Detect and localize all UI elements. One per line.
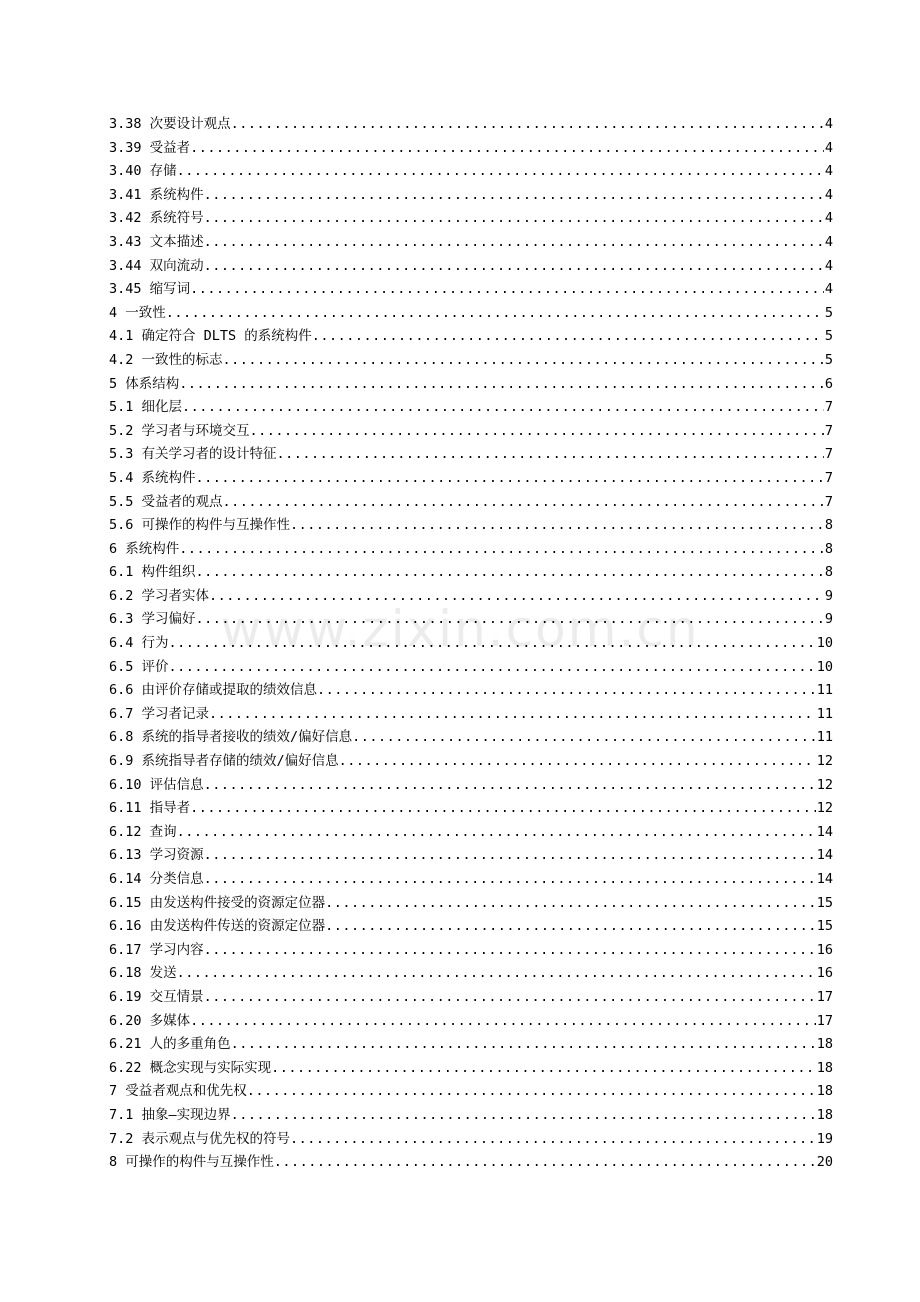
toc-entry-page-number: 9 [824, 611, 833, 628]
toc-dot-leader [166, 302, 824, 326]
toc-entry-page-number: 4 [824, 139, 833, 156]
toc-entry[interactable] [109, 939, 833, 963]
toc-dot-leader [169, 632, 816, 656]
toc-dot-leader [209, 703, 816, 727]
toc-dot-leader [250, 420, 824, 444]
toc-entry-page-number: 19 [816, 1130, 833, 1147]
toc-entry[interactable] [109, 278, 833, 302]
toc-dot-leader [190, 797, 816, 821]
toc-entry-page-number: 4 [824, 281, 833, 298]
toc-entry-title: 5.5 受益者的观点 [109, 493, 223, 510]
toc-entry-title: 6.11 指导者 [109, 800, 191, 817]
toc-entry-title: 5.2 学习者与环境交互 [109, 422, 250, 439]
toc-dot-leader [169, 656, 816, 680]
toc-dot-leader [182, 396, 824, 420]
toc-dot-leader [231, 113, 824, 137]
toc-entry[interactable] [109, 632, 833, 656]
toc-entry-page-number: 8 [824, 517, 833, 534]
toc-dot-leader [247, 1080, 816, 1104]
toc-entry[interactable] [109, 467, 833, 491]
toc-entry-page-number: 10 [816, 658, 833, 675]
watermark: www.zixin.com.cn [220, 600, 700, 658]
toc-entry[interactable] [109, 679, 833, 703]
toc-entry[interactable] [109, 1128, 833, 1152]
toc-entry-title: 3.42 系统符号 [109, 210, 204, 227]
toc-entry-page-number: 16 [816, 965, 833, 982]
toc-entry[interactable] [109, 538, 833, 562]
toc-dot-leader [312, 325, 824, 349]
toc-entry-page-number: 4 [824, 163, 833, 180]
toc-entry-page-number: 18 [816, 1036, 833, 1053]
toc-dot-leader [204, 868, 816, 892]
table-of-contents [109, 113, 833, 1175]
toc-dot-leader [231, 1104, 816, 1128]
toc-entry-title: 3.45 缩写词 [109, 281, 191, 298]
toc-entry-title: 3.40 存储 [109, 163, 177, 180]
toc-entry[interactable] [109, 797, 833, 821]
toc-entry[interactable] [109, 207, 833, 231]
toc-entry-title: 6.9 系统指导者存储的绩效/偏好信息 [109, 753, 339, 770]
toc-entry-page-number: 6 [824, 375, 833, 392]
toc-entry[interactable] [109, 231, 833, 255]
toc-entry[interactable] [109, 656, 833, 680]
toc-entry-title: 6.18 发送 [109, 965, 177, 982]
toc-entry[interactable] [109, 325, 833, 349]
toc-entry-page-number: 7 [824, 493, 833, 510]
toc-entry[interactable] [109, 514, 833, 538]
toc-entry[interactable] [109, 986, 833, 1010]
toc-entry-title: 5.6 可操作的构件与互操作性 [109, 517, 291, 534]
toc-entry-title: 6.21 人的多重角色 [109, 1036, 231, 1053]
toc-entry[interactable] [109, 726, 833, 750]
toc-entry-page-number: 4 [824, 210, 833, 227]
toc-entry-title: 5.1 细化层 [109, 399, 183, 416]
toc-dot-leader [317, 679, 816, 703]
toc-entry[interactable] [109, 868, 833, 892]
toc-entry-title: 3.43 文本描述 [109, 233, 204, 250]
toc-entry-title: 6.4 行为 [109, 635, 169, 652]
toc-entry-page-number: 18 [816, 1083, 833, 1100]
toc-entry-page-number: 10 [816, 635, 833, 652]
toc-dot-leader [179, 538, 824, 562]
toc-entry-page-number: 14 [816, 823, 833, 840]
toc-entry-page-number: 17 [816, 988, 833, 1005]
toc-entry[interactable] [109, 255, 833, 279]
toc-entry-title: 6.13 学习资源 [109, 847, 204, 864]
toc-entry-page-number: 18 [816, 1059, 833, 1076]
toc-entry-title: 6.5 评价 [109, 658, 169, 675]
toc-dot-leader [204, 231, 824, 255]
toc-entry-title: 6.16 由发送构件传送的资源定位器 [109, 918, 326, 935]
toc-dot-leader [325, 915, 816, 939]
toc-entry-page-number: 5 [824, 304, 833, 321]
toc-entry-title: 6.12 查询 [109, 823, 177, 840]
toc-entry-page-number: 14 [816, 871, 833, 887]
toc-dot-leader [223, 349, 824, 373]
toc-entry-title: 5.3 有关学习者的设计特征 [109, 446, 277, 463]
toc-entry[interactable] [109, 396, 833, 420]
toc-entry-page-number: 16 [816, 941, 833, 958]
toc-dot-leader [290, 514, 824, 538]
toc-entry[interactable] [109, 561, 833, 585]
toc-dot-leader [209, 585, 824, 609]
toc-entry[interactable] [109, 892, 833, 916]
toc-dot-leader [204, 844, 816, 868]
toc-dot-leader [352, 726, 816, 750]
toc-entry-page-number: 5 [824, 351, 833, 368]
toc-entry-title: 6.8 系统的指导者接收的绩效/偏好信息 [109, 729, 353, 746]
toc-dot-leader [190, 137, 824, 161]
toc-entry-title: 6.1 构件组织 [109, 564, 196, 581]
toc-entry[interactable] [109, 302, 833, 326]
toc-entry-page-number: 4 [824, 233, 833, 250]
toc-dot-leader [277, 443, 824, 467]
toc-entry-page-number: 12 [816, 776, 833, 793]
toc-dot-leader [204, 207, 824, 231]
toc-entry-title: 6.22 概念实现与实际实现 [109, 1059, 272, 1076]
toc-dot-leader [271, 1057, 816, 1081]
toc-dot-leader [290, 1128, 816, 1152]
toc-entry[interactable] [109, 1057, 833, 1081]
toc-dot-leader [196, 608, 824, 632]
toc-entry[interactable] [109, 608, 833, 632]
toc-dot-leader [177, 160, 824, 184]
toc-entry-title: 4 一致性 [109, 304, 166, 321]
toc-entry-page-number: 18 [816, 1106, 833, 1123]
toc-entry-title: 6.15 由发送构件接受的资源定位器 [109, 894, 326, 911]
toc-entry[interactable] [109, 184, 833, 208]
toc-dot-leader [204, 774, 816, 798]
toc-entry-title: 3.44 双向流动 [109, 257, 204, 274]
toc-dot-leader [177, 962, 816, 986]
toc-entry-title: 6.14 分类信息 [109, 871, 204, 887]
toc-entry[interactable] [109, 1151, 833, 1175]
toc-entry-title: 3.38 次要设计观点 [109, 116, 231, 132]
toc-entry-page-number: 7 [824, 422, 833, 439]
toc-entry-page-number: 14 [816, 847, 833, 864]
toc-entry[interactable] [109, 443, 833, 467]
toc-entry-page-number: 8 [824, 564, 833, 581]
toc-entry[interactable] [109, 1104, 833, 1128]
toc-entry[interactable] [109, 585, 833, 609]
toc-entry-page-number: 15 [816, 918, 833, 935]
toc-entry[interactable] [109, 137, 833, 161]
toc-dot-leader [204, 255, 824, 279]
toc-entry-page-number: 5 [824, 328, 833, 345]
toc-entry[interactable] [109, 1010, 833, 1034]
toc-dot-leader [196, 561, 824, 585]
toc-entry-title: 3.41 系统构件 [109, 186, 204, 203]
toc-entry-page-number: 9 [824, 587, 833, 604]
toc-entry[interactable] [109, 113, 833, 137]
toc-entry-title: 6.2 学习者实体 [109, 587, 210, 604]
toc-entry[interactable] [109, 373, 833, 397]
toc-entry-title: 5 体系结构 [109, 375, 180, 392]
toc-dot-leader [204, 986, 816, 1010]
toc-entry-page-number: 12 [816, 753, 833, 770]
toc-dot-leader [190, 1010, 816, 1034]
toc-entry-title: 7 受益者观点和优先权 [109, 1083, 247, 1100]
toc-dot-leader [325, 892, 816, 916]
toc-entry-page-number: 11 [816, 705, 833, 722]
toc-entry[interactable] [109, 821, 833, 845]
toc-entry[interactable] [109, 915, 833, 939]
toc-dot-leader [223, 491, 824, 515]
toc-dot-leader [190, 278, 824, 302]
toc-entry[interactable] [109, 1033, 833, 1057]
toc-entry-page-number: 17 [816, 1012, 833, 1029]
toc-dot-leader [204, 939, 816, 963]
toc-entry-title: 6.19 交互情景 [109, 988, 204, 1005]
toc-entry-title: 6 系统构件 [109, 540, 180, 557]
toc-entry-title: 6.3 学习偏好 [109, 611, 196, 628]
toc-entry-page-number: 7 [824, 446, 833, 463]
toc-entry[interactable] [109, 750, 833, 774]
toc-dot-leader [179, 373, 824, 397]
toc-entry[interactable] [109, 703, 833, 727]
toc-entry-title: 4.2 一致性的标志 [109, 351, 223, 368]
toc-entry-page-number: 7 [824, 469, 833, 486]
toc-entry[interactable] [109, 491, 833, 515]
toc-dot-leader [204, 184, 824, 208]
toc-dot-leader [231, 1033, 816, 1057]
toc-entry-page-number: 11 [816, 682, 833, 699]
toc-entry-title: 6.20 多媒体 [109, 1012, 191, 1029]
toc-entry-title: 4.1 确定符合 DLTS 的系统构件 [109, 328, 312, 345]
toc-entry-page-number: 20 [816, 1154, 833, 1171]
toc-entry-page-number: 11 [816, 729, 833, 746]
toc-dot-leader [339, 750, 816, 774]
toc-entry-title: 6.10 评估信息 [109, 776, 204, 793]
toc-entry-page-number: 15 [816, 894, 833, 911]
toc-entry-title: 6.6 由评价存储或提取的绩效信息 [109, 682, 318, 699]
toc-entry-title: 3.39 受益者 [109, 139, 191, 156]
toc-entry[interactable] [109, 774, 833, 798]
toc-entry[interactable] [109, 1080, 833, 1104]
toc-entry[interactable] [109, 420, 833, 444]
toc-entry-page-number: 4 [824, 186, 833, 203]
toc-entry[interactable] [109, 844, 833, 868]
toc-entry-title: 8 可操作的构件与互操作性 [109, 1154, 274, 1171]
toc-entry-title: 7.1 抽象—实现边界 [109, 1106, 231, 1123]
toc-dot-leader [177, 821, 816, 845]
toc-entry-page-number: 4 [824, 116, 833, 132]
toc-entry-page-number: 12 [816, 800, 833, 817]
toc-entry-title: 5.4 系统构件 [109, 469, 196, 486]
toc-dot-leader [196, 467, 824, 491]
toc-entry-page-number: 7 [824, 399, 833, 416]
toc-entry-title: 6.7 学习者记录 [109, 705, 210, 722]
toc-dot-leader [274, 1151, 816, 1175]
toc-entry-page-number: 4 [824, 257, 833, 274]
toc-entry-title: 6.17 学习内容 [109, 941, 204, 958]
toc-entry[interactable] [109, 349, 833, 373]
toc-entry-title: 7.2 表示观点与优先权的符号 [109, 1130, 291, 1147]
toc-entry[interactable] [109, 160, 833, 184]
toc-entry-page-number: 8 [824, 540, 833, 557]
toc-entry[interactable] [109, 962, 833, 986]
